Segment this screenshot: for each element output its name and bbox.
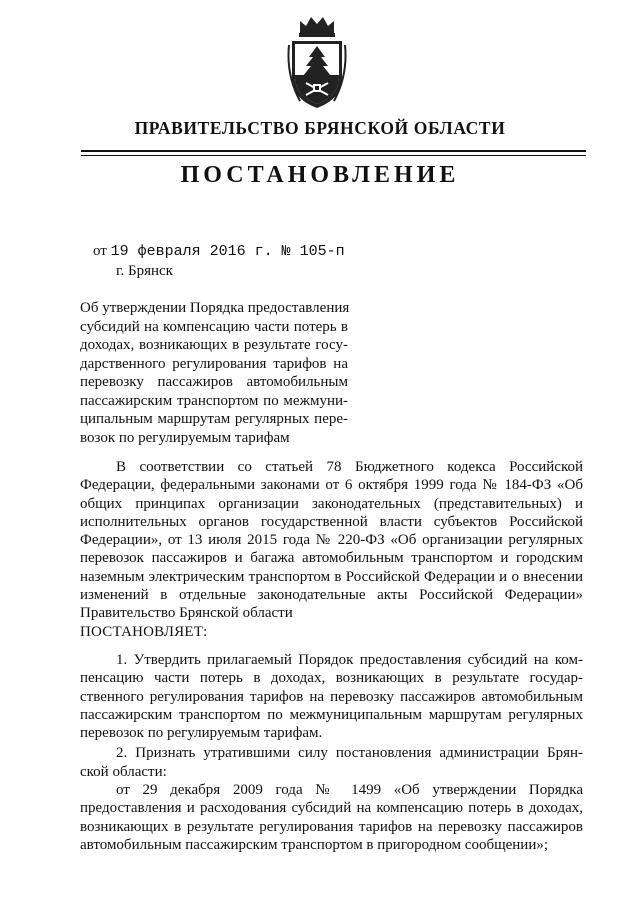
item-line: от 29 декабря 2009 года № 1499 «Об утверждении Порядка (116, 782, 583, 799)
subject-line: перевозку пассажиров автомобильным (80, 374, 348, 390)
subject-line: субсидий на компенсацию части потерь в (80, 318, 348, 335)
document-date-number: 19 февраля 2016 г. № 105-п (110, 243, 345, 260)
dateline-prefix: от (93, 243, 107, 259)
preamble-line: исполнительных органов государственной власти субъектов Российской (80, 513, 583, 530)
item-line: автомобильным пассажирским транспортом в пригородном сообщении»; (80, 836, 549, 853)
preamble (80, 458, 583, 641)
preamble-line: изменений в отдельные законодательные акты Российской Федерации» (80, 587, 583, 604)
header-rule-thin (81, 155, 586, 156)
organization-title: ПРАВИТЕЛЬСТВО БРЯНСКОЙ ОБЛАСТИ (134, 118, 506, 138)
document-subject (80, 299, 348, 447)
preamble-line: Федерации, федеральными законами от 6 октября 1999 года № 184-ФЗ «Об (80, 477, 583, 494)
item-line: 2. Признать утратившими силу постановления администрации Брян- (116, 745, 583, 762)
preamble-line: перевозок пассажиров и багажа автомобильным транспортом и городским (80, 550, 583, 567)
item-line: перевозок по регулируемым тарифам. (80, 725, 323, 742)
item-line: пассажирским транспортом по межмуниципальным маршрутам регулярных (80, 706, 583, 723)
dateline (93, 243, 345, 260)
decree-item-2 (80, 744, 583, 781)
item-line: предоставления и расходования субсидий на компенсацию потерь в доходах, (80, 800, 583, 817)
subject-line: возок по регулируемым тарифам (80, 429, 290, 446)
preamble-line: Правительство Брянской области (80, 605, 293, 622)
decree-word: ПОСТАНОВЛЯЕТ: (80, 623, 208, 640)
item-line: ской области: (80, 763, 167, 780)
item-line: возникающих в результате регулирования тарифов на перевозку пассажиров (80, 818, 583, 835)
item-line: пенсацию части потерь в доходах, возникающих в результате государ- (80, 670, 583, 687)
bryansk-coat-of-arms-icon (286, 15, 348, 111)
preamble-line: наземным электрическим транспортом в Российской Федерации и о внесении (80, 568, 583, 585)
item-line: 1. Утвердить прилагаемый Порядок предоставления субсидий на ком- (116, 652, 583, 668)
subject-line: ципальным маршрутам регулярных пере- (80, 411, 348, 427)
preamble-line: Федерации», от 13 июля 2015 года № 220-ФЗ «Об организации регулярных (80, 532, 583, 549)
decree-item-2-sub-1 (80, 781, 583, 854)
document-type-title: ПОСТАНОВЛЕНИЕ (180, 162, 460, 188)
header-rule-thick (81, 150, 586, 152)
subject-line: Об утверждении Порядка предоставления (80, 300, 350, 316)
decree-items (80, 651, 583, 854)
subject-line: пассажирским транспортом по межмуни- (80, 392, 348, 409)
subject-line: доходах, возникающих в результате госу- (80, 337, 348, 353)
preamble-line: В соответствии со статьей 78 Бюджетного кодекса Российской (116, 459, 583, 475)
preamble-line: общих принципах организации законодательных (представительных) и (80, 495, 583, 512)
subject-line: дарственного регулирования тарифов на (80, 355, 348, 372)
city: г. Брянск (116, 263, 173, 279)
item-line: ственного регулирования тарифов на перевозку пассажиров автомобильным (80, 688, 583, 705)
decree-item-1 (80, 651, 583, 742)
